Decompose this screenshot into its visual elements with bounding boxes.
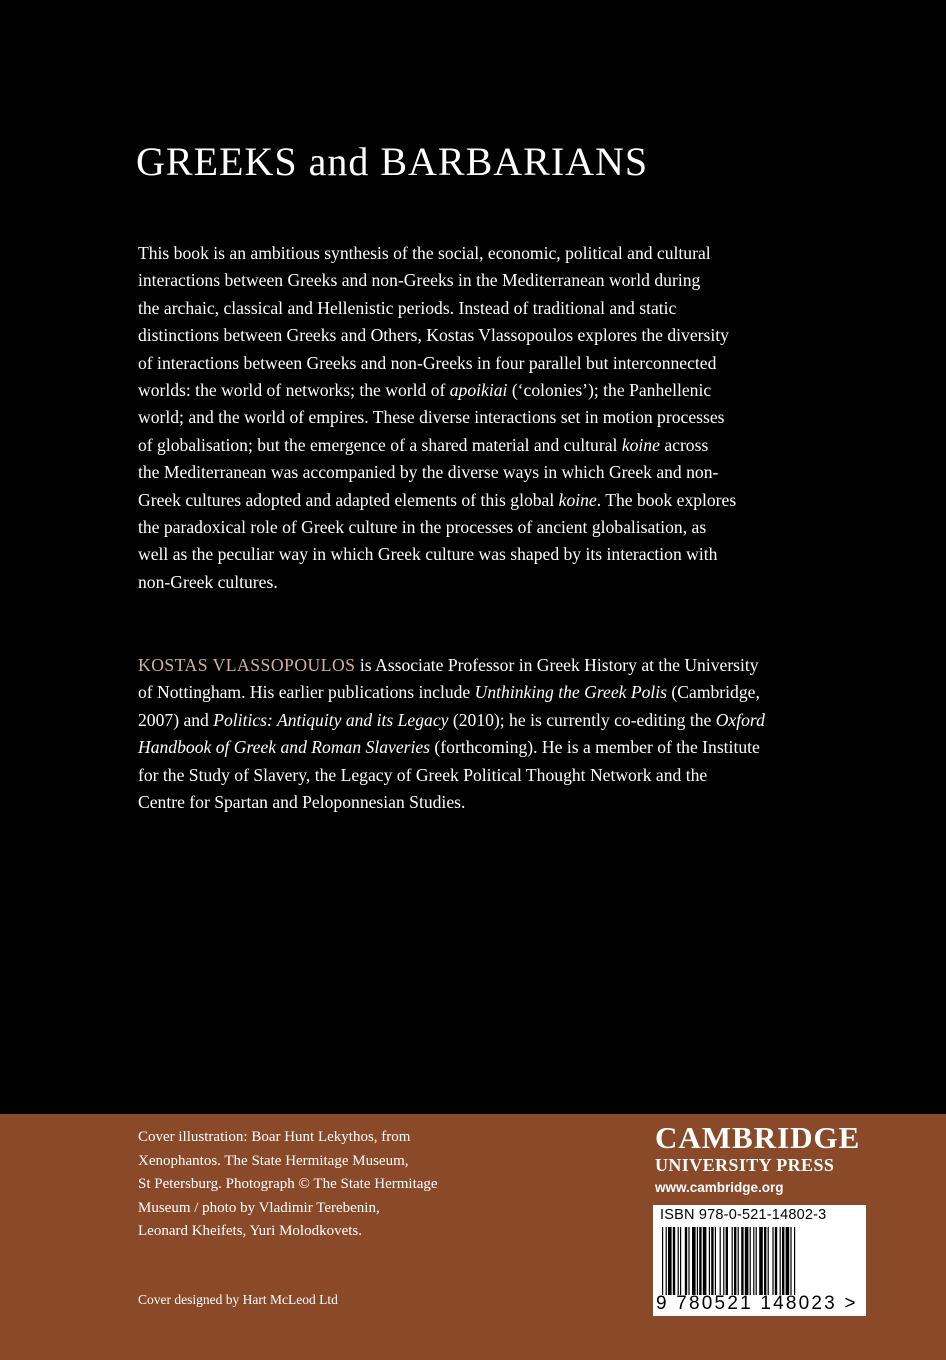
description-line: the archaic, classical and Hellenistic periods. Instead of traditional and static <box>138 297 677 318</box>
publisher-url: www.cambridge.org <box>655 1180 784 1195</box>
description-line <box>138 432 828 459</box>
barcode-bars <box>658 1227 860 1295</box>
barcode-bar <box>697 1227 698 1295</box>
cover-designer-credit: Cover designed by Hart McLeod Ltd <box>138 1292 338 1307</box>
text-run: across <box>659 434 709 455</box>
cover-footer-band <box>0 1114 946 1360</box>
text-run: 2007) and <box>138 709 214 730</box>
barcode-bar <box>685 1227 687 1295</box>
isbn-label: ISBN 978-0-521-14802-3 <box>660 1207 827 1223</box>
text-run: of Nottingham. His earlier publications include <box>138 682 475 703</box>
barcode-bar <box>772 1227 773 1295</box>
barcode-bar <box>703 1227 707 1295</box>
barcode-bar <box>709 1227 710 1295</box>
barcode-bar <box>764 1227 766 1295</box>
book-description <box>138 240 828 596</box>
description-line: well as the peculiar way in which Greek culture was shaped by its interaction with <box>138 544 718 565</box>
barcode-bar <box>726 1227 728 1295</box>
publisher-name: CAMBRIDGE <box>655 1120 861 1155</box>
barcode-bar <box>768 1227 769 1295</box>
description-line: This book is an ambitious synthesis of the social, economic, political and cultural <box>138 243 711 263</box>
bio-line: for the Study of Slavery, the Legacy of Greek Political Thought Network and the <box>138 764 708 785</box>
book-title: GREEKS and BARBARIANS <box>136 139 649 184</box>
bio-line <box>138 734 828 761</box>
book-reference: Politics: Antiquity and its Legacy <box>213 709 449 730</box>
text-run: . The book explores <box>596 489 737 510</box>
description-line <box>138 377 828 404</box>
barcode-bar <box>711 1227 713 1295</box>
barcode-bar <box>738 1227 739 1295</box>
author-bio <box>138 652 828 816</box>
barcode-bar <box>741 1227 743 1295</box>
credit-line: Leonard Kheifets, Yuri Molodkovets. <box>138 1223 362 1239</box>
barcode-bar <box>790 1227 791 1295</box>
description-line: the Mediterranean was accompanied by the diverse ways in which Greek and non- <box>138 462 719 483</box>
barcode-bar <box>750 1227 751 1295</box>
credit-line: Museum / photo by Vladimir Terebenin, <box>138 1199 380 1216</box>
barcode-bar <box>678 1227 679 1295</box>
text-run: is Associate Professor in Greek History at the University <box>355 655 759 675</box>
barcode-bar <box>782 1227 784 1295</box>
text-run: of globalisation; but the emergence of a shared material and cultural <box>138 434 622 455</box>
description-line: non-Greek cultures. <box>138 571 278 592</box>
description-line <box>138 487 828 514</box>
credit-line: St Petersburg. Photograph © The State Hermitage <box>138 1176 438 1192</box>
barcode-digits: 9 780521 148023 > <box>656 1293 858 1314</box>
cover-illustration-credit <box>138 1126 538 1244</box>
barcode-bar <box>723 1227 724 1295</box>
barcode-bar <box>688 1227 689 1295</box>
text-run: (‘colonies’); the Panhellenic <box>507 380 712 401</box>
text-run: (Cambridge, <box>667 682 760 703</box>
book-reference: Oxford <box>715 709 765 730</box>
barcode-bar <box>668 1227 672 1295</box>
barcode-bar <box>720 1227 721 1295</box>
barcode-bar <box>699 1227 701 1295</box>
barcode-bar <box>680 1227 681 1295</box>
barcode-bar <box>673 1227 675 1295</box>
description-line: of interactions between Greeks and non-Greeks in four parallel but interconnected <box>138 352 717 373</box>
barcode-bar <box>734 1227 736 1295</box>
book-reference: Unthinking the Greek Polis <box>474 682 668 703</box>
barcode-bar <box>775 1227 777 1295</box>
barcode-bar <box>666 1227 667 1295</box>
description-line: the paradoxical role of Greek culture in the processes of ancient globalisation, as <box>138 517 707 538</box>
text-run: worlds: the world of networks; the world of <box>138 380 450 401</box>
credit-line: Xenophantos. The State Hermitage Museum, <box>138 1152 409 1169</box>
text-run: (2010); he is currently co-editing the <box>448 709 716 730</box>
bio-line <box>138 652 828 679</box>
isbn-barcode <box>653 1205 866 1316</box>
barcode-bar <box>732 1227 733 1295</box>
publisher-subtitle: UNIVERSITY PRESS <box>655 1155 835 1175</box>
description-line: distinctions between Greeks and Others, Kostas Vlassopoulos explores the diversity <box>138 325 729 346</box>
barcode-bar <box>780 1227 781 1295</box>
italic-term: koine <box>621 434 660 455</box>
description-line: interactions between Greeks and non-Greeks in the Mediterranean world during <box>138 270 701 291</box>
barcode-bar <box>756 1227 757 1295</box>
bio-line <box>138 679 828 706</box>
credit-line: Cover illustration: Boar Hunt Lekythos, from <box>138 1129 411 1145</box>
bio-line: Centre for Spartan and Peloponnesian Studies. <box>138 792 466 813</box>
barcode-bar <box>745 1227 749 1295</box>
italic-term: koine <box>558 489 597 510</box>
barcode-bar <box>753 1227 754 1295</box>
book-reference: Handbook of Greek and Roman Slaveries <box>138 737 431 758</box>
barcode-bar <box>692 1227 696 1295</box>
bio-line <box>138 707 828 734</box>
barcode-bar <box>794 1227 795 1295</box>
barcode-bar <box>786 1227 790 1295</box>
description-line: world; and the world of empires. These diverse interactions set in motion processes <box>138 407 725 428</box>
publisher-logo <box>655 1122 870 1195</box>
barcode-bar <box>662 1227 663 1295</box>
barcode-bar <box>759 1227 763 1295</box>
text-run: (forthcoming). He is a member of the Institute <box>430 737 760 758</box>
text-run: Greek cultures adopted and adapted elements of this global <box>138 489 559 510</box>
italic-term: apoikiai <box>449 380 508 401</box>
barcode-bar <box>715 1227 716 1295</box>
author-name: KOSTAS VLASSOPOULOS <box>138 655 356 675</box>
